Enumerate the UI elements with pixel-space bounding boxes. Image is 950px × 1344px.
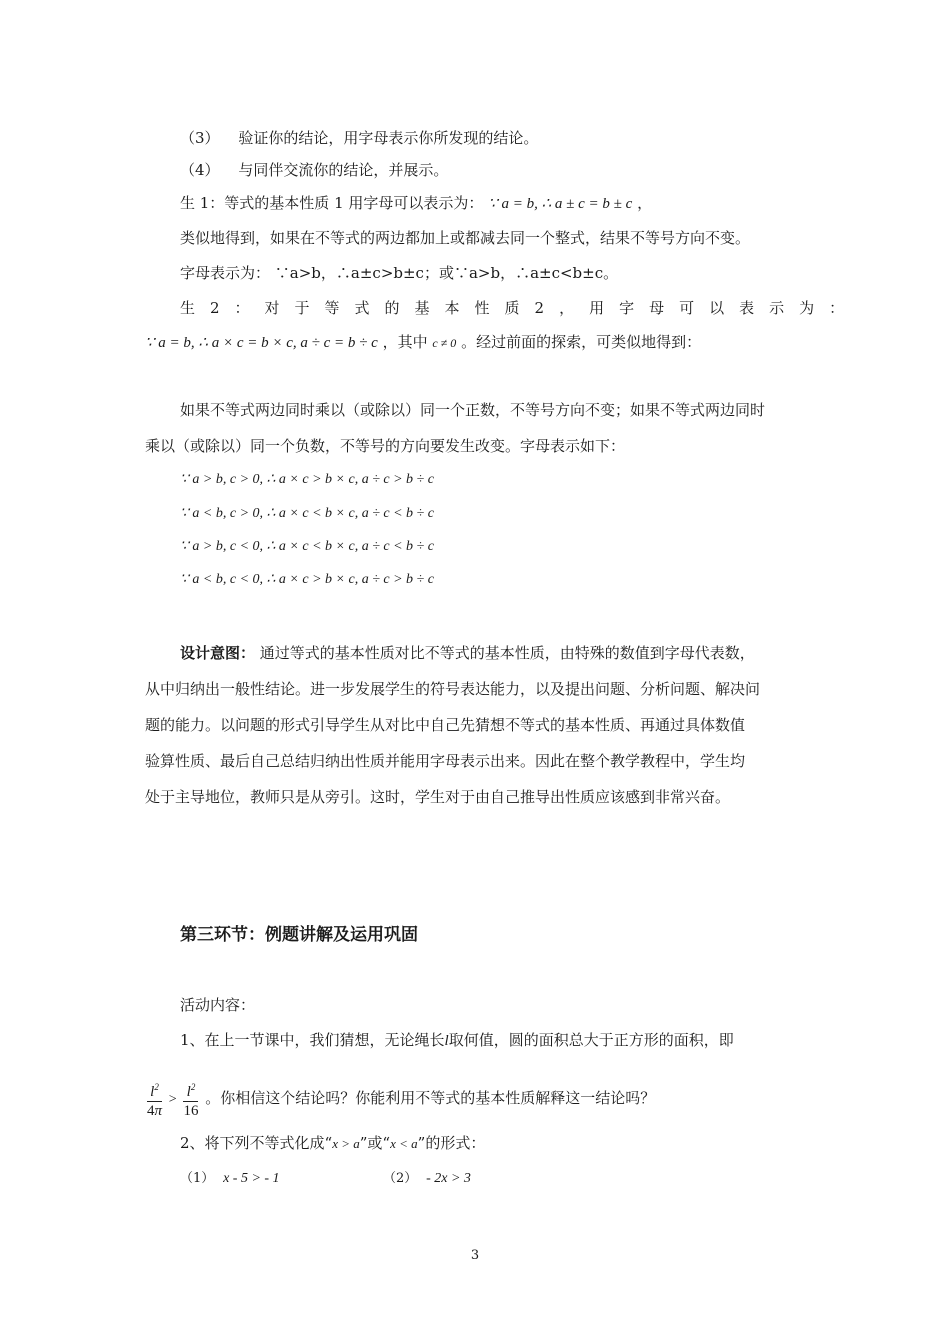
sub-question-1-number: （1） bbox=[180, 1171, 215, 1186]
greater-than-sign: > bbox=[168, 1092, 177, 1107]
section-3-title: 第三环节：例题讲解及运用巩固 bbox=[180, 925, 418, 945]
frac1-den-num: 4 bbox=[147, 1103, 155, 1119]
item-4-text: 与同伴交流你的结论，并展示。 bbox=[238, 161, 449, 179]
sub-question-1-formula: x - 5 > - 1 bbox=[223, 1171, 280, 1186]
area-inequality-line bbox=[145, 1078, 655, 1120]
sub-question-2 bbox=[383, 1167, 471, 1189]
student1-suffix: ， bbox=[637, 194, 653, 212]
form-x-less-a: x < a bbox=[390, 1136, 418, 1151]
student2-intro: 生2：对于等式的基本性质2，用字母可以表示为： bbox=[180, 299, 860, 317]
rope-length-variable: l bbox=[444, 1033, 449, 1049]
frac2-sup: 2 bbox=[190, 1082, 196, 1092]
fraction-circle-numerator bbox=[147, 1078, 162, 1102]
item-4 bbox=[180, 160, 448, 180]
fraction-square-denominator: 16 bbox=[183, 1103, 199, 1119]
frac1-num: l bbox=[150, 1084, 155, 1100]
student1-line bbox=[180, 193, 652, 214]
rule-2 bbox=[180, 504, 434, 524]
student2-suffix: 。经过前面的探索，可类似地得到： bbox=[461, 333, 702, 351]
design-intent-line-4: 验算性质、最后自己总结归纳出性质并能用字母表示出来。因此在整个教学教程中，学生均 bbox=[145, 752, 746, 770]
question-1-line bbox=[180, 1030, 734, 1051]
design-intent-line-2: 从中归纳出一般性结论。进一步发展学生的符号表达能力，以及提出问题、分析问题、解决问 bbox=[145, 680, 761, 698]
student2-condition: c ≠ 0 bbox=[432, 336, 457, 350]
rule-4-formula: ∵ a < b, c < 0, ∴ a × c > b × c, a ÷ c > b ÷ c bbox=[180, 572, 434, 587]
sub-question-2-formula: - 2x > 3 bbox=[426, 1171, 471, 1186]
rule-3 bbox=[180, 537, 434, 557]
page-number: 3 bbox=[470, 1248, 480, 1263]
question-1-part-c: 。你相信这个结论吗？你能利用不等式的基本性质解释这一结论吗？ bbox=[205, 1089, 656, 1107]
multiplication-paragraph-1: 如果不等式两边同时乘以（或除以）同一个正数，不等号方向不变；如果不等式两边同时 bbox=[180, 401, 766, 419]
design-intent-text-1: 通过等式的基本性质对比不等式的基本性质，由特殊的数值到字母代表数， bbox=[259, 644, 755, 662]
fraction-square-numerator bbox=[183, 1078, 198, 1102]
analogy-line: 类似地得到，如果在不等式的两边都加上或都减去同一个整式，结果不等号方向不变。 bbox=[180, 229, 751, 247]
form-x-greater-a: x > a bbox=[332, 1136, 360, 1151]
design-intent-line-5: 处于主导地位，教师只是从旁引。这时，学生对于由自己推导出性质应该感到非常兴奋。 bbox=[145, 788, 731, 806]
design-intent-line-3: 题的能力。以问题的形式引导学生从对比中自己先猜想不等式的基本性质、再通过具体数值 bbox=[145, 716, 746, 734]
design-intent-line-1 bbox=[180, 643, 755, 663]
rule-2-formula: ∵ a < b, c > 0, ∴ a × c < b × c, a ÷ c < b ÷ c bbox=[180, 506, 434, 521]
question-2-part-c: ”的形式： bbox=[417, 1134, 486, 1152]
student2-mid: ，其中 bbox=[382, 333, 428, 351]
rule-1 bbox=[180, 470, 434, 490]
student2-formula: ∵ a = b, ∴ a × c = b × c, a ÷ c = b ÷ c bbox=[145, 335, 378, 351]
frac1-den-pi: π bbox=[154, 1103, 163, 1119]
letters1-prefix: 字母表示为： bbox=[180, 264, 271, 282]
student1-formula: ∵ a = b, ∴ a ± c = b ± c bbox=[488, 196, 633, 212]
item-3 bbox=[180, 128, 538, 148]
sub-question-2-number: （2） bbox=[383, 1171, 418, 1186]
question-1-part-b: 取何值，圆的面积总大于正方形的面积，即 bbox=[448, 1031, 734, 1049]
item-3-number: （3） bbox=[180, 129, 220, 147]
student1-prefix: 生 1：等式的基本性质 1 用字母可以表示为： bbox=[180, 194, 484, 212]
rule-4 bbox=[180, 570, 434, 590]
item-4-number: （4） bbox=[180, 161, 220, 179]
rule-3-formula: ∵ a > b, c < 0, ∴ a × c < b × c, a ÷ c < b ÷ c bbox=[180, 539, 434, 554]
rule-1-formula: ∵ a > b, c > 0, ∴ a × c > b × c, a ÷ c > b ÷ c bbox=[180, 472, 434, 487]
fraction-square-area bbox=[183, 1078, 198, 1120]
question-2-line bbox=[180, 1133, 485, 1154]
fraction-circle-denominator bbox=[147, 1102, 162, 1120]
student2-formula-line bbox=[145, 332, 701, 353]
letters1-formula: ∵a>b，∴a±c>b±c；或∵a>b，∴a±c<b±c。 bbox=[274, 264, 619, 282]
frac2-num: l bbox=[186, 1084, 191, 1100]
sub-question-1 bbox=[180, 1167, 280, 1189]
question-2-part-a: 2、将下列不等式化成“ bbox=[180, 1134, 333, 1152]
question-2-part-b: ”或“ bbox=[359, 1134, 391, 1152]
item-3-text: 验证你的结论，用字母表示你所发现的结论。 bbox=[238, 129, 539, 147]
question-1-part-a: 1、在上一节课中，我们猜想，无论绳长 bbox=[180, 1031, 445, 1049]
activity-label: 活动内容： bbox=[180, 996, 256, 1014]
design-intent-label: 设计意图： bbox=[180, 644, 256, 662]
multiplication-paragraph-2: 乘以（或除以）同一个负数，不等号的方向要发生改变。字母表示如下： bbox=[145, 437, 626, 455]
letter-representation-1 bbox=[180, 263, 618, 283]
frac1-sup: 2 bbox=[154, 1082, 159, 1092]
fraction-circle-area bbox=[147, 1078, 162, 1120]
